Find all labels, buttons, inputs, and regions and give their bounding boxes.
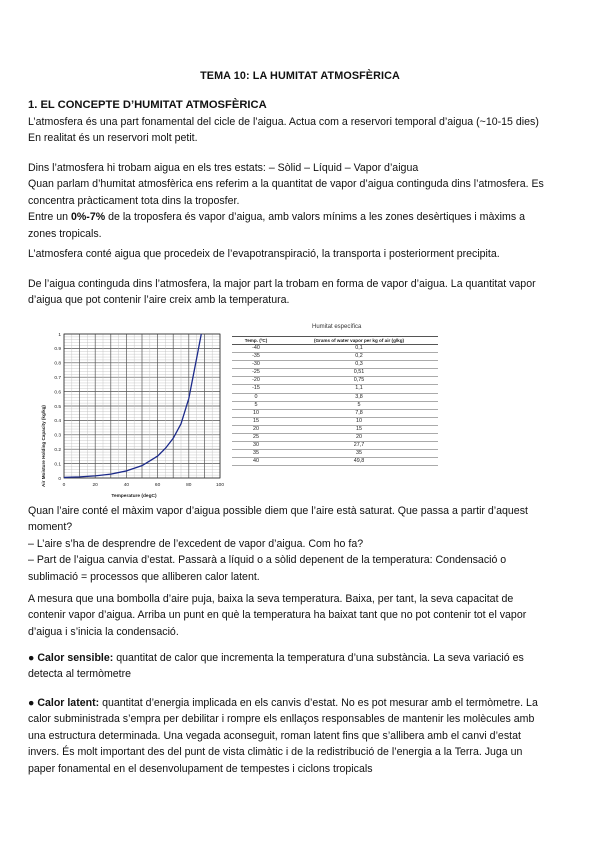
- table-row: [232, 409, 438, 417]
- text-line: De l’aigua continguda dins l’atmosfera, la major part la trobam en forma de vapor d’aigua. La quantitat vapor: [28, 278, 536, 290]
- table-row: [232, 377, 438, 385]
- text-line: L’atmosfera conté aigua que procedeix de l’evapotranspiració, la transporta i posteriorment precipita.: [28, 248, 500, 260]
- chart-ylabel: Air Moisture Holding Capacity (kg/kg): [41, 405, 46, 487]
- temp-cell: -25: [232, 369, 280, 377]
- paragraph-sensible-heat: [28, 650, 572, 683]
- y-tick-label: 0.9: [54, 347, 61, 353]
- text-line: Entre un 0%-7% de la troposfera és vapor d’aigua, amb valors mínims a les zones desèrtiques i màxims a: [28, 211, 525, 224]
- text-line: paper fonamental en el desenvolupament de tempestes i ciclons tropicals: [28, 762, 373, 775]
- humidity-cell: 49,8: [280, 458, 438, 466]
- paragraph-4: [28, 276, 572, 309]
- x-tick-label: 60: [154, 483, 161, 488]
- paragraph-1: [28, 114, 572, 147]
- text-line: – L’aire s’ha de desprendre de l’excedent de vapor d’aigua. Com ho fa?: [28, 537, 364, 550]
- temp-cell: -20: [232, 377, 280, 385]
- text-line: ● Calor latent: quantitat d’energia implicada en els canvis d’estat. No es pot mesurar amb el termòmetre. La: [28, 697, 538, 709]
- y-tick-label: 0.8: [54, 361, 61, 367]
- text-line: contenir vapor d’aigua. Arriba un punt en què la temperatura ha baixat tant que no pot contenir tot el vapor: [28, 609, 527, 622]
- text-line: calor subministrada s’empra per debilitar i rompre els enllaços responsables de mantenir les molècules amb: [28, 713, 535, 726]
- humidity-cell: 10: [280, 417, 438, 425]
- text-line: zones tropicals.: [28, 227, 102, 240]
- paragraph-latent-heat: [28, 695, 572, 777]
- y-tick-label: 0.5: [54, 404, 61, 410]
- humidity-cell: 5: [280, 401, 438, 409]
- text-line: Quan l’aire conté el màxim vapor d’aigua possible diem que l’aire està saturat. Que passa a partir d’aquest: [28, 505, 528, 517]
- humidity-cell: 7,8: [280, 409, 438, 417]
- temp-cell: 0: [232, 393, 280, 401]
- temp-cell: -15: [232, 385, 280, 393]
- x-tick-label: 20: [92, 483, 98, 488]
- table-row: [232, 385, 438, 393]
- temp-cell: 30: [232, 442, 280, 450]
- humidity-cell: 0,2: [280, 353, 438, 361]
- text-line: Quan parlam d’humitat atmosfèrica ens referim a la quantitat de vapor d’aigua continguda dins l’atmosfera. Es: [28, 178, 544, 191]
- temp-cell: 20: [232, 425, 280, 433]
- table-row: [232, 393, 438, 401]
- page-title: TEMA 10: LA HUMITAT ATMOSFÈRICA: [200, 70, 400, 82]
- humidity-cell: 3,8: [280, 393, 438, 401]
- table-row: [232, 361, 438, 369]
- humidity-cell: 35: [280, 450, 438, 458]
- text-line: ● Calor sensible: quantitat de calor que incrementa la temperatura d’una substància. La seva variació es: [28, 652, 524, 664]
- text-line: d’aigua i s’inicia la condensació.: [28, 625, 179, 638]
- humidity-cell: 20: [280, 434, 438, 442]
- y-tick-label: 0.4: [54, 419, 61, 425]
- humidity-cell: 1,1: [280, 385, 438, 393]
- table-row: [232, 401, 438, 409]
- text-line: detecta al termòmetre: [28, 668, 132, 681]
- temp-cell: -40: [232, 345, 280, 353]
- x-tick-label: 0: [62, 483, 66, 488]
- table-row: [232, 450, 438, 458]
- text-line: d’aigua que pot contenir l’aire creix amb la temperatura.: [28, 294, 290, 307]
- paragraph-3: [28, 246, 572, 262]
- y-tick-label: 0.2: [54, 448, 61, 453]
- text-line: concentra pràcticament tota dins la troposfer.: [28, 194, 240, 207]
- temp-cell: -35: [232, 353, 280, 361]
- y-tick-label: 0.3: [54, 433, 61, 439]
- table-row: [232, 353, 438, 361]
- table-title: Humitat específica: [312, 324, 362, 330]
- y-tick-label: 0: [58, 476, 61, 482]
- temp-cell: 15: [232, 417, 280, 425]
- moisture-capacity-chart: [34, 328, 230, 500]
- text-line: Dins l’atmosfera hi trobam aigua en els tres estats: – Sòlid – Líquid – Vapor d’aigua: [28, 162, 419, 174]
- temp-cell: 5: [232, 401, 280, 409]
- table-row: [232, 458, 438, 466]
- paragraph-5: [28, 503, 572, 585]
- humidity-cell: 0,1: [280, 345, 438, 353]
- humidity-cell: 0,3: [280, 361, 438, 369]
- text-line: sublimació = processos que alliberen calor latent.: [28, 570, 260, 583]
- table-header: (Grams of water vapor per kg of air (g/kg): [280, 337, 438, 345]
- x-tick-label: 80: [186, 483, 192, 488]
- humidity-table: [232, 336, 438, 466]
- table-row: [232, 442, 438, 450]
- temp-cell: 25: [232, 434, 280, 442]
- table-row: [232, 369, 438, 377]
- text-line: En realitat és un reservori molt petit.: [28, 132, 198, 145]
- temp-cell: -30: [232, 361, 280, 369]
- table-row: [232, 345, 438, 353]
- humidity-cell: 27,7: [280, 442, 438, 450]
- x-tick-label: 100: [215, 483, 225, 488]
- y-tick-label: 0.1: [54, 462, 61, 468]
- temp-cell: 40: [232, 458, 280, 466]
- section-heading: 1. EL CONCEPTE D’HUMITAT ATMOSFÈRICA: [28, 99, 267, 111]
- text-line: moment?: [28, 521, 73, 534]
- text-line: invers. És molt important des del punt de vista climàtic i de la redistribució de l’energia a la Terra. Juga un: [28, 746, 523, 759]
- text-line: – Part de l’aigua canvia d’estat. Passarà a líquid o a sòlid depenent de la temperatura: Condensació o: [28, 554, 507, 567]
- humidity-cell: 0,75: [280, 377, 438, 385]
- y-tick-label: 0.7: [54, 376, 61, 381]
- paragraph-6: [28, 591, 572, 640]
- text-line: L’atmosfera és una part fonamental del cicle de l’aigua. Actua com a reservori temporal d’aigua (~10-15 dies): [28, 116, 539, 128]
- text-line: una estructura determinada. Una vegada aconseguit, roman latent fins que s’allibera amb el canvi d’estat: [28, 729, 521, 742]
- text-line: A mesura que una bombolla d’aire puja, baixa la seva temperatura. Baixa, per tant, la seva capacitat de: [28, 593, 514, 605]
- temp-cell: 35: [232, 450, 280, 458]
- y-tick-label: 1: [58, 332, 61, 338]
- temp-cell: 10: [232, 409, 280, 417]
- paragraph-2: [28, 160, 572, 242]
- table-header: Temp. (ºC): [232, 337, 280, 345]
- humidity-cell: 0,51: [280, 369, 438, 377]
- y-tick-label: 0.6: [54, 390, 61, 396]
- humidity-cell: 15: [280, 425, 438, 433]
- table-row: [232, 417, 438, 425]
- chart-xlabel: Temperature (degC): [111, 494, 157, 499]
- table-row: [232, 434, 438, 442]
- table-row: [232, 425, 438, 433]
- x-tick-label: 40: [123, 483, 130, 488]
